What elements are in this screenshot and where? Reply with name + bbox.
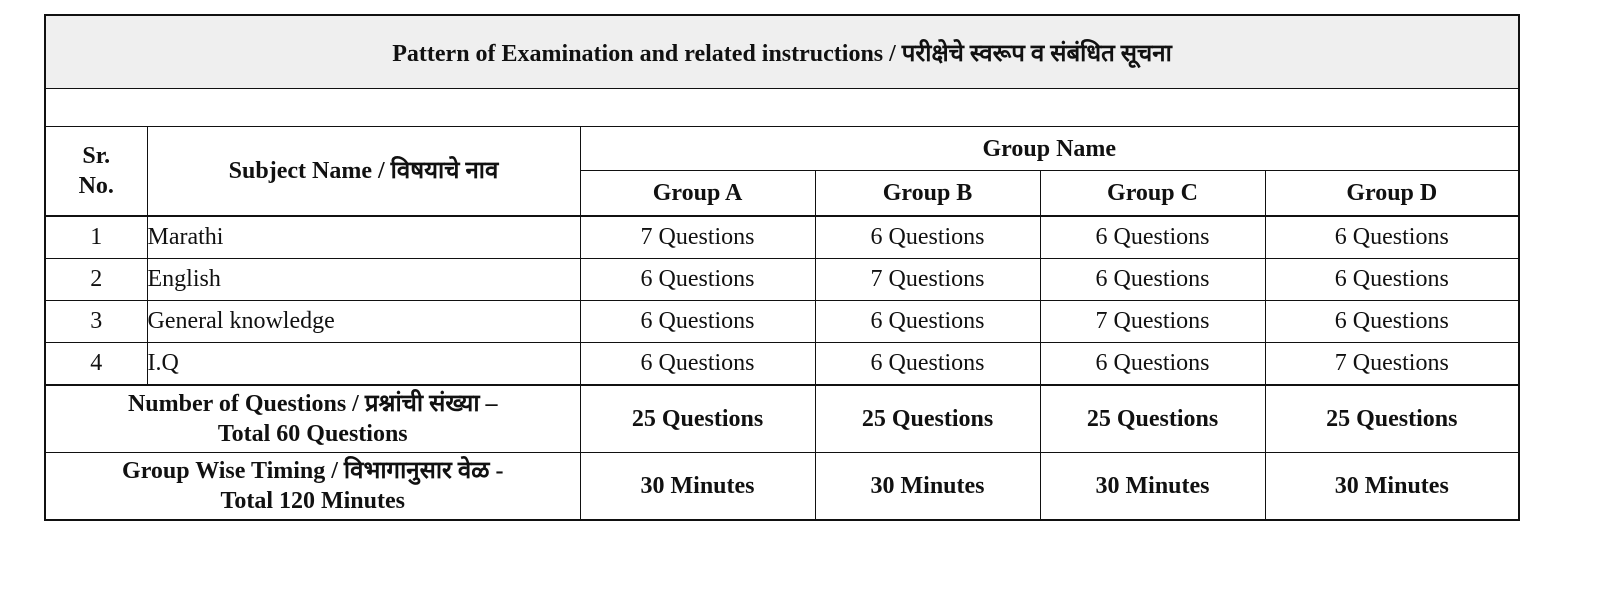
group-c-header: Group C <box>1040 171 1265 217</box>
sr-no-cell: 3 <box>45 301 147 343</box>
group-timing-label-line1: Group Wise Timing / विभागानुसार वेळ - <box>122 458 504 484</box>
group-c-cell: 7 Questions <box>1040 301 1265 343</box>
subject-cell: Marathi <box>147 216 580 259</box>
group-a-cell: 6 Questions <box>580 259 815 301</box>
group-timing-row <box>45 453 1519 521</box>
blank-spacer <box>45 89 1519 127</box>
group-b-timing: 30 Minutes <box>815 453 1040 521</box>
total-questions-row <box>45 385 1519 453</box>
group-name-header: Group Name <box>580 127 1519 171</box>
group-c-cell: 6 Questions <box>1040 216 1265 259</box>
group-d-cell: 7 Questions <box>1265 343 1519 386</box>
group-c-cell: 6 Questions <box>1040 343 1265 386</box>
group-c-total-questions: 25 Questions <box>1040 385 1265 453</box>
group-b-total-questions: 25 Questions <box>815 385 1040 453</box>
group-b-cell: 6 Questions <box>815 301 1040 343</box>
sr-no-header-line2: No. <box>78 173 114 199</box>
group-d-timing: 30 Minutes <box>1265 453 1519 521</box>
sr-no-cell: 1 <box>45 216 147 259</box>
table-title: Pattern of Examination and related instructions / परीक्षेचे स्वरूप व संबंधित सूचना <box>45 15 1519 89</box>
subject-cell: English <box>147 259 580 301</box>
group-a-header: Group A <box>580 171 815 217</box>
group-c-timing: 30 Minutes <box>1040 453 1265 521</box>
group-d-cell: 6 Questions <box>1265 301 1519 343</box>
group-timing-label <box>45 453 580 521</box>
blank-row <box>45 89 1519 127</box>
title-row <box>45 15 1519 89</box>
exam-pattern-table <box>44 14 1520 521</box>
group-a-timing: 30 Minutes <box>580 453 815 521</box>
sr-no-cell: 2 <box>45 259 147 301</box>
group-b-cell: 7 Questions <box>815 259 1040 301</box>
group-a-total-questions: 25 Questions <box>580 385 815 453</box>
group-b-cell: 6 Questions <box>815 216 1040 259</box>
total-questions-label <box>45 385 580 453</box>
total-questions-label-line1: Number of Questions / प्रश्नांची संख्या – <box>127 391 498 417</box>
group-b-cell: 6 Questions <box>815 343 1040 386</box>
group-d-cell: 6 Questions <box>1265 216 1519 259</box>
group-a-cell: 6 Questions <box>580 301 815 343</box>
subject-cell: I.Q <box>147 343 580 386</box>
total-questions-label-line2: Total 60 Questions <box>217 421 408 447</box>
group-d-header: Group D <box>1265 171 1519 217</box>
sr-no-cell: 4 <box>45 343 147 386</box>
subject-name-header: Subject Name / विषयाचे नाव <box>147 127 580 217</box>
table-row <box>45 301 1519 343</box>
sr-no-header-line1: Sr. <box>82 143 111 169</box>
group-a-cell: 7 Questions <box>580 216 815 259</box>
group-a-cell: 6 Questions <box>580 343 815 386</box>
group-d-total-questions: 25 Questions <box>1265 385 1519 453</box>
group-timing-label-line2: Total 120 Minutes <box>220 488 405 514</box>
group-d-cell: 6 Questions <box>1265 259 1519 301</box>
group-c-cell: 6 Questions <box>1040 259 1265 301</box>
group-b-header: Group B <box>815 171 1040 217</box>
table-row <box>45 216 1519 259</box>
sr-no-header <box>45 127 147 217</box>
table-row <box>45 343 1519 386</box>
header-row-1 <box>45 127 1519 171</box>
table-row <box>45 259 1519 301</box>
subject-cell: General knowledge <box>147 301 580 343</box>
